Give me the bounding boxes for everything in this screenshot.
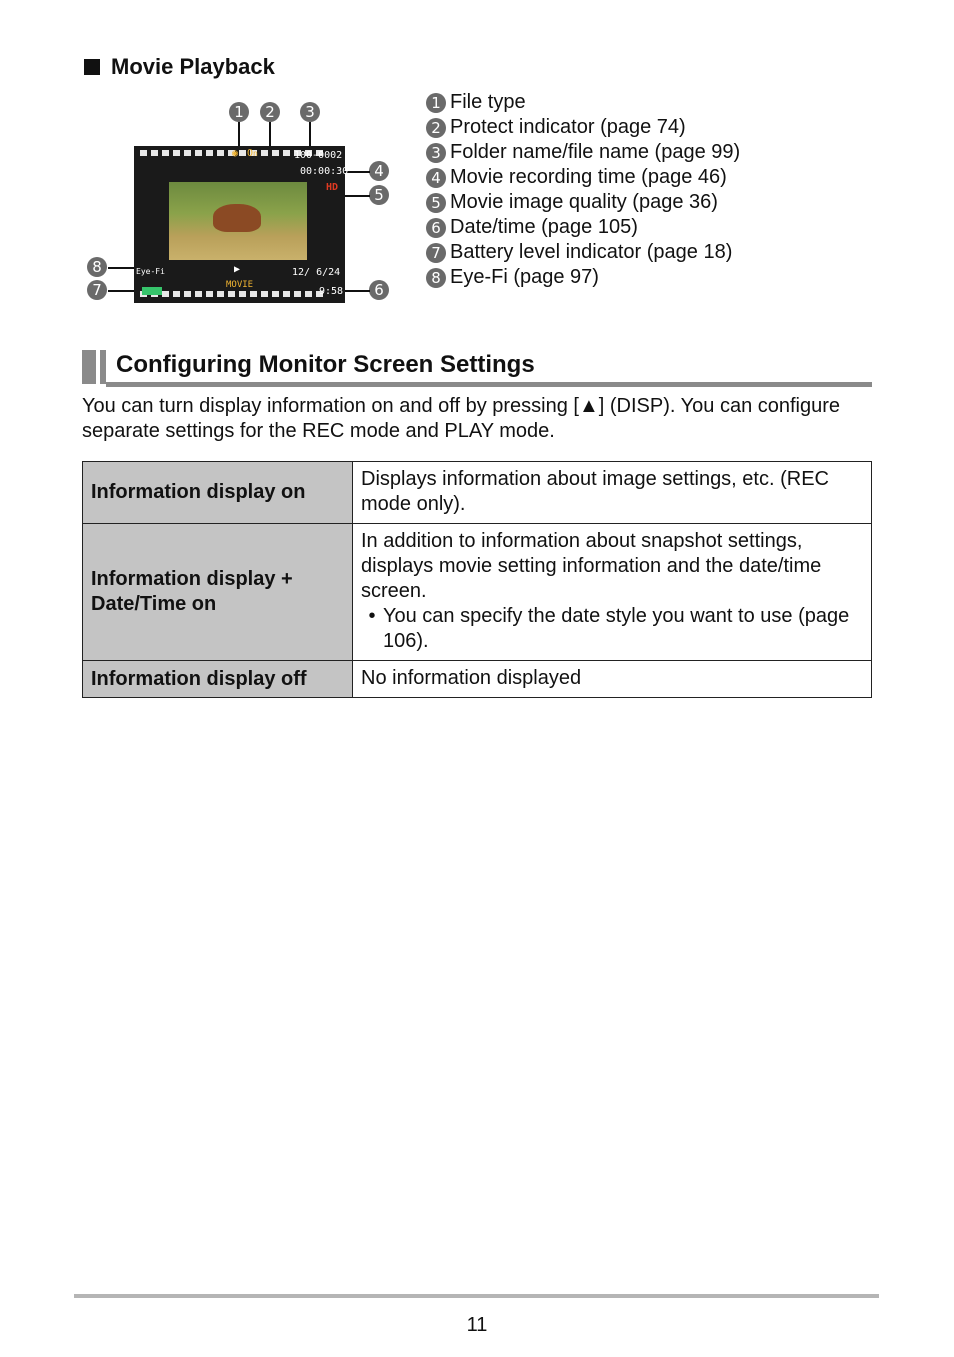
legend-number: 1 bbox=[426, 93, 446, 113]
legend-item bbox=[426, 90, 740, 115]
camera-screen bbox=[134, 146, 349, 303]
callout-6: 6 bbox=[369, 280, 389, 300]
recording-time: 00:00:30 bbox=[300, 166, 349, 177]
legend-number: 5 bbox=[426, 193, 446, 213]
legend-number: 3 bbox=[426, 143, 446, 163]
legend-number: 4 bbox=[426, 168, 446, 188]
deer-figure bbox=[213, 204, 261, 232]
intro-paragraph: You can turn display information on and off by pressing [▲] (DISP). You can configure separate settings for the REC mode and PLAY mode. bbox=[82, 395, 841, 442]
legend-number: 8 bbox=[426, 268, 446, 288]
table-row bbox=[83, 524, 872, 661]
footer-rule bbox=[74, 1294, 879, 1298]
table-row bbox=[83, 462, 872, 524]
time-display: 9:58 bbox=[319, 286, 344, 297]
callout-7: 7 bbox=[87, 280, 107, 300]
setting-bullet bbox=[361, 604, 863, 654]
legend-number: 2 bbox=[426, 118, 446, 138]
setting-label: Information display on bbox=[83, 462, 353, 524]
file-name: 100-0002 bbox=[294, 150, 343, 161]
legend-text: Battery level indicator (page 18) bbox=[450, 241, 733, 263]
movie-label: MOVIE bbox=[226, 280, 254, 290]
heading-bar-decoration bbox=[100, 350, 106, 384]
legend-text: Movie recording time (page 46) bbox=[450, 166, 727, 188]
legend-item bbox=[426, 215, 740, 240]
legend-number: 6 bbox=[426, 218, 446, 238]
setting-description: In addition to information about snapshot settings, displays movie setting information and the date/time screen. bbox=[361, 530, 822, 602]
legend-number: 7 bbox=[426, 243, 446, 263]
setting-label: Information display off bbox=[83, 661, 353, 698]
callout-5: 5 bbox=[369, 185, 389, 205]
legend-item bbox=[426, 265, 740, 290]
legend-item bbox=[426, 190, 740, 215]
movie-playback-heading bbox=[84, 54, 275, 80]
legend-text: Eye-Fi (page 97) bbox=[450, 266, 599, 288]
callout-3: 3 bbox=[300, 102, 320, 122]
eyefi-indicator: Eye-Fi bbox=[136, 267, 165, 276]
legend-item bbox=[426, 115, 740, 140]
legend-text: Protect indicator (page 74) bbox=[450, 116, 686, 138]
file-type-icon: ◉ bbox=[232, 148, 239, 159]
setting-description: Displays information about image settings, etc. (REC mode only). bbox=[353, 462, 872, 524]
square-bullet-icon bbox=[84, 59, 100, 75]
image-quality: HD bbox=[326, 182, 339, 193]
table-row bbox=[83, 661, 872, 698]
heading-bar-decoration bbox=[82, 350, 96, 384]
movie-playback-diagram bbox=[84, 96, 414, 310]
legend-item bbox=[426, 165, 740, 190]
setting-description: No information displayed bbox=[353, 661, 872, 698]
battery-icon bbox=[142, 287, 162, 295]
legend-text: Movie image quality (page 36) bbox=[450, 191, 718, 213]
section-title: Configuring Monitor Screen Settings bbox=[116, 351, 535, 378]
legend-text: File type bbox=[450, 91, 526, 113]
section-heading bbox=[82, 348, 872, 388]
play-icon: ▶ bbox=[234, 264, 241, 275]
movie-playback-title: Movie Playback bbox=[111, 54, 275, 79]
legend-text: Date/time (page 105) bbox=[450, 216, 638, 238]
callout-4: 4 bbox=[369, 161, 389, 181]
page-number: 11 bbox=[466, 1314, 488, 1336]
legend-item bbox=[426, 240, 740, 265]
setting-label: Information display + Date/Time on bbox=[83, 524, 353, 661]
bullet-text: You can specify the date style you want to use (page 106). bbox=[383, 605, 850, 652]
legend-item bbox=[426, 140, 740, 165]
setting-description-cell bbox=[353, 524, 872, 661]
protect-icon: On bbox=[247, 148, 258, 159]
legend-list bbox=[426, 90, 740, 290]
legend-text: Folder name/file name (page 99) bbox=[450, 141, 741, 163]
film-sprocket-bottom bbox=[134, 291, 345, 299]
bullet-dot: • bbox=[368, 605, 376, 627]
callout-1: 1 bbox=[229, 102, 249, 122]
date-display: 12/ 6/24 bbox=[292, 267, 341, 278]
callout-8: 8 bbox=[87, 257, 107, 277]
settings-table bbox=[82, 461, 872, 698]
heading-underline bbox=[106, 382, 872, 387]
callout-2: 2 bbox=[260, 102, 280, 122]
deer-photo bbox=[169, 182, 307, 260]
